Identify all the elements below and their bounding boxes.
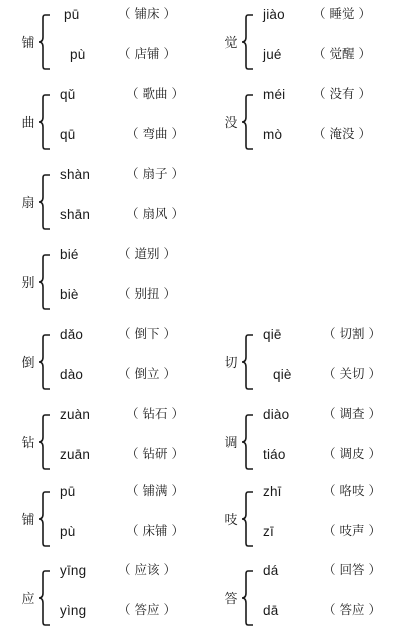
pinyin: biè — [60, 287, 79, 302]
entry-character: 切 — [224, 356, 238, 371]
example-word: （ 倒立 ） — [118, 366, 176, 381]
entry-character: 没 — [224, 116, 238, 131]
brace-icon — [38, 247, 54, 317]
pinyin: qiē — [263, 327, 282, 342]
reading-line — [58, 4, 176, 24]
example-word: （ 铺满 ） — [126, 483, 184, 498]
pinyin: dǎo — [60, 327, 84, 342]
reading-line — [58, 204, 184, 224]
entry-diao-tiao — [221, 407, 411, 477]
entry-qie-qie — [221, 327, 411, 397]
entry-character: 应 — [21, 592, 35, 607]
entry-jiao-jue — [221, 7, 411, 77]
brace-icon — [241, 563, 257, 633]
reading-line — [58, 44, 176, 64]
reading-line — [58, 124, 184, 144]
example-word: （ 觉醒 ） — [313, 46, 371, 61]
reading-line — [58, 364, 176, 384]
entry-pu-pu-1 — [18, 7, 208, 77]
reading-line — [58, 164, 184, 184]
example-word: （ 别扭 ） — [118, 286, 176, 301]
reading-line — [261, 364, 381, 384]
example-word: （ 调查 ） — [323, 406, 381, 421]
pinyin: zuān — [60, 447, 91, 462]
example-word: （ 床铺 ） — [126, 523, 184, 538]
pinyin: qǔ — [60, 87, 76, 102]
example-word: （ 扇子 ） — [126, 166, 184, 181]
brace-icon — [241, 407, 257, 477]
brace-icon — [241, 87, 257, 157]
entry-character: 曲 — [21, 116, 35, 131]
pinyin: yìng — [60, 603, 87, 618]
reading-line — [58, 404, 184, 424]
brace-icon — [38, 407, 54, 477]
pinyin: dā — [263, 603, 279, 618]
brace-icon — [241, 7, 257, 77]
entry-character: 铺 — [21, 513, 35, 528]
reading-line — [58, 481, 184, 501]
example-word: （ 咯吱 ） — [323, 483, 381, 498]
brace-icon — [38, 7, 54, 77]
brace-icon — [38, 167, 54, 237]
entry-character: 扇 — [21, 196, 35, 211]
pinyin: yīng — [60, 563, 87, 578]
reading-line — [58, 244, 176, 264]
pinyin: qū — [60, 127, 76, 142]
pinyin: bié — [60, 247, 79, 262]
example-word: （ 回答 ） — [323, 562, 381, 577]
example-word: （ 应该 ） — [118, 562, 176, 577]
example-word: （ 弯曲 ） — [126, 126, 184, 141]
pinyin: zuàn — [60, 407, 91, 422]
pinyin: diào — [263, 407, 290, 422]
example-word: （ 钻石 ） — [126, 406, 184, 421]
example-word: （ 答应 ） — [323, 602, 381, 617]
example-word: （ 钻研 ） — [126, 446, 184, 461]
reading-line — [261, 404, 381, 424]
example-word: （ 倒下 ） — [118, 326, 176, 341]
entry-dao-dao — [18, 327, 208, 397]
pinyin: zhī — [263, 484, 282, 499]
reading-line — [58, 324, 176, 344]
pinyin: pù — [70, 47, 86, 62]
pinyin: qiè — [273, 367, 292, 382]
entry-character: 别 — [21, 276, 35, 291]
brace-icon — [38, 484, 54, 554]
pinyin: méi — [263, 87, 286, 102]
entry-character: 答 — [224, 592, 238, 607]
entry-character: 铺 — [21, 36, 35, 51]
reading-line — [58, 84, 184, 104]
pinyin: pū — [64, 7, 80, 22]
pinyin: pū — [60, 484, 76, 499]
reading-line — [261, 521, 381, 541]
reading-line — [261, 324, 381, 344]
reading-line — [58, 521, 184, 541]
brace-icon — [38, 563, 54, 633]
pinyin: tiáo — [263, 447, 286, 462]
entry-character: 吱 — [224, 513, 238, 528]
reading-line — [58, 560, 176, 580]
example-word: （ 关切 ） — [323, 366, 381, 381]
pinyin: zī — [263, 524, 274, 539]
entry-bie-bie — [18, 247, 208, 317]
example-word: （ 歌曲 ） — [126, 86, 184, 101]
entry-ying-ying — [18, 563, 208, 633]
pinyin: mò — [263, 127, 283, 142]
entry-qu-qu — [18, 87, 208, 157]
entry-character: 调 — [224, 436, 238, 451]
pinyin: dá — [263, 563, 279, 578]
entry-mei-mo — [221, 87, 411, 157]
entry-da-da — [221, 563, 411, 633]
example-word: （ 吱声 ） — [323, 523, 381, 538]
example-word: （ 店铺 ） — [118, 46, 176, 61]
pinyin: shàn — [60, 167, 91, 182]
example-word: （ 扇风 ） — [126, 206, 184, 221]
entry-character: 倒 — [21, 356, 35, 371]
reading-line — [58, 444, 184, 464]
pinyin: jiào — [263, 7, 285, 22]
entry-shan-shan — [18, 167, 208, 237]
brace-icon — [38, 327, 54, 397]
pinyin: shān — [60, 207, 91, 222]
reading-line — [261, 4, 371, 24]
reading-line — [261, 481, 381, 501]
reading-line — [261, 84, 371, 104]
reading-line — [261, 124, 371, 144]
entry-zhi-zi — [221, 484, 411, 554]
entry-character: 觉 — [224, 36, 238, 51]
example-word: （ 没有 ） — [313, 86, 371, 101]
entry-character: 钻 — [21, 436, 35, 451]
example-word: （ 答应 ） — [118, 602, 176, 617]
example-word: （ 铺床 ） — [118, 6, 176, 21]
entry-zuan-zuan — [18, 407, 208, 477]
brace-icon — [241, 327, 257, 397]
example-word: （ 淹没 ） — [313, 126, 371, 141]
reading-line — [261, 600, 381, 620]
pinyin: jué — [263, 47, 282, 62]
reading-line — [58, 600, 176, 620]
brace-icon — [241, 484, 257, 554]
reading-line — [261, 444, 381, 464]
pinyin: pù — [60, 524, 76, 539]
example-word: （ 切割 ） — [323, 326, 381, 341]
example-word: （ 道别 ） — [118, 246, 176, 261]
pinyin: dào — [60, 367, 84, 382]
reading-line — [58, 284, 176, 304]
entry-pu-pu-2 — [18, 484, 208, 554]
reading-line — [261, 44, 371, 64]
example-word: （ 睡觉 ） — [313, 6, 371, 21]
example-word: （ 调皮 ） — [323, 446, 381, 461]
reading-line — [261, 560, 381, 580]
brace-icon — [38, 87, 54, 157]
